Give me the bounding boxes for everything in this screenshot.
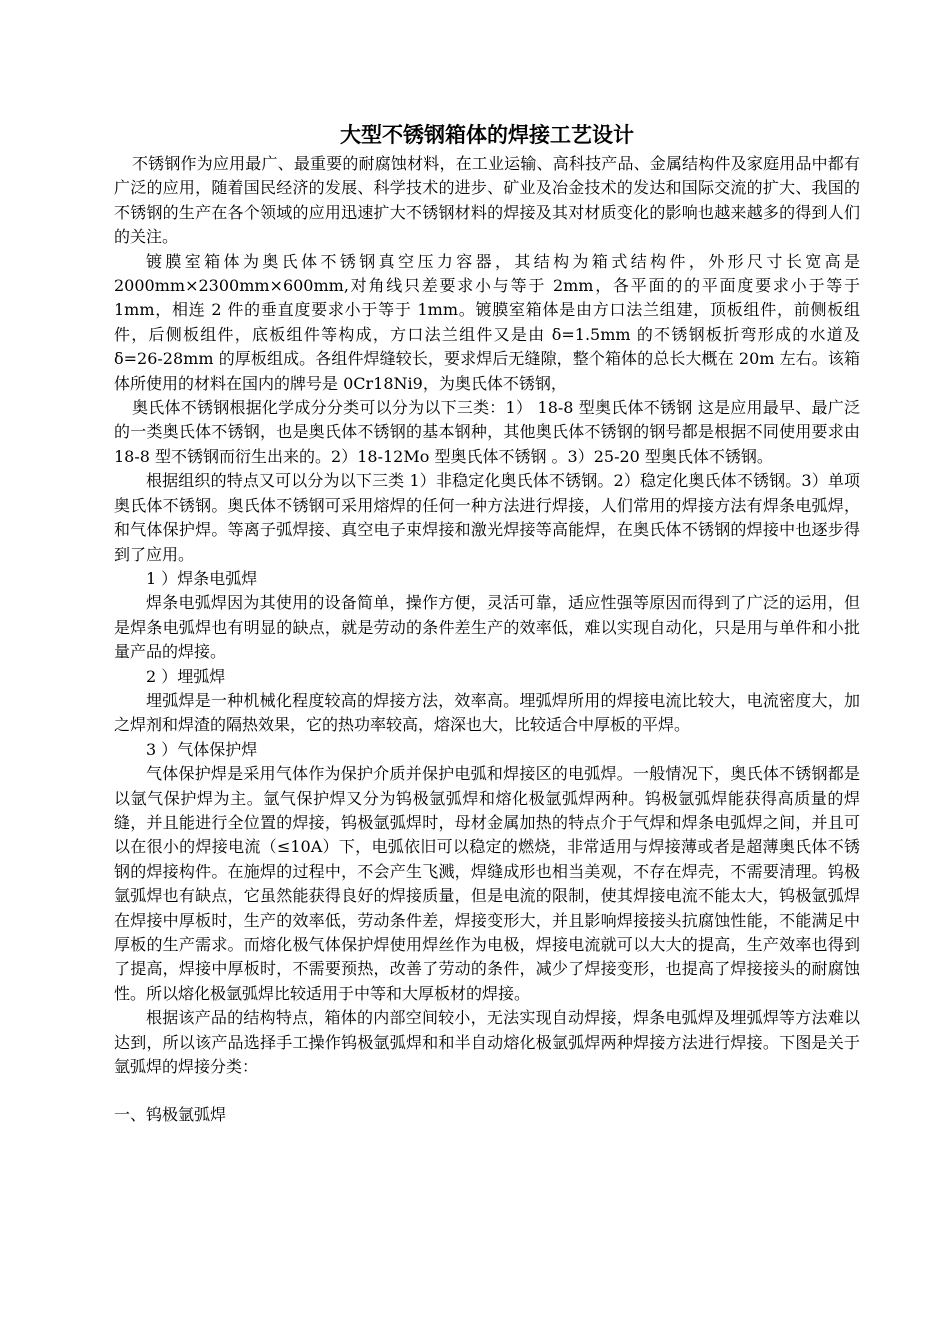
heading-tig-welding: 一、钨极氩弧焊 (114, 1105, 227, 1125)
document-page (114, 120, 860, 1128)
heading-manual-arc-welding: 1 ）焊条电弧焊 (146, 568, 258, 588)
paragraph-structure-classification: 根据组织的特点又可以分为以下三类 1）非稳定化奥氏体不锈钢。2）稳定化奥氏体不锈钢。3）单项奥氏体不锈钢。奥氏体不锈钢可采用熔焊的任何一种方法进行焊接，人们常用的焊接方法有焊条电弧焊，和气体保护焊。等离子弧焊接、真空电子束焊接和激光焊接等高能焊，在奥氏体不锈钢的焊接中也逐步得到了应用。 (114, 471, 860, 564)
document-title: 大型不锈钢箱体的焊接工艺设计 (340, 122, 634, 147)
paragraph-intro: 不锈钢作为应用最广、最重要的耐腐蚀材料，在工业运输、高科技产品、金属结构件及家庭用品中都有广泛的应用，随着国民经济的发展、科学技术的进步、矿业及冶金技术的发达和国际交流的扩大、我国的不锈钢的生产在各个领域的应用迅速扩大不锈钢材料的焊接及其对材质变化的影响也越来越多的得到人们的关注。 (114, 154, 860, 247)
paragraph-submerged-arc-welding: 埋弧焊是一种机械化程度较高的焊接方法，效率高。埋弧焊所用的焊接电流比较大，电流密度大，加之焊剂和焊渣的隔热效果，它的热功率较高，熔深也大，比较适合中厚板的平焊。 (114, 690, 860, 735)
paragraph-manual-arc-welding: 焊条电弧焊因为其使用的设备简单，操作方便，灵活可靠，适应性强等原因而得到了广泛的运用，但是焊条电弧焊也有明显的缺点，就是劳动的条件差生产的效率低，难以实现自动化，只是用与单件和小批量产品的焊接。 (114, 593, 860, 662)
paragraph-chamber-structure: 镀膜室箱体为奥氏体不锈钢真空压力容器，其结构为箱式结构件，外形尺寸长宽高是2000mm×2300mm×600mm,对角线只差要求小与等于 2mm，各平面的的平面度要求小于等于 1mm，相连 2 件的垂直度要求小于等于 1mm。镀膜室箱体是由方口法兰组建，顶板组件，前侧板组件，后侧板组件，底板组件等构成，方口法兰组件又是由 δ=1.5mm 的不锈钢板折弯形成的水道及 δ=26-28mm 的厚板组成。各组件焊缝较长，要求焊后无缝隙，整个箱体的总长大概在 20m 左右。该箱体所使用的材料在国内的牌号是 0Cr18Ni9，为奥氏体不锈钢， (114, 251, 860, 393)
heading-submerged-arc-welding: 2 ）埋弧焊 (146, 666, 226, 686)
paragraph-method-selection: 根据该产品的结构特点，箱体的内部空间较小，无法实现自动焊接，焊条电弧焊及埋弧焊等方法难以达到，所以该产品选择手工操作钨极氩弧焊和和半自动熔化极氩弧焊两种焊接方法进行焊接。下图是关于氩弧焊的焊接分类： (114, 1008, 860, 1077)
paragraph-gas-shielded-welding: 气体保护焊是采用气体作为保护介质并保护电弧和焊接区的电弧焊。一般情况下，奥氏体不锈钢都是以氩气保护焊为主。氩气保护焊又分为钨极氩弧焊和熔化极氩弧焊两种。钨极氩弧焊能获得高质量的焊缝，并且能进行全位置的焊接，钨极氩弧焊时，母材金属加热的特点介于气焊和焊条电弧焊之间，并且可以在很小的焊接电流（≤10A）下，电弧依旧可以稳定的燃烧，非常适用与焊接薄或者是超薄奥氏体不锈钢的焊接构件。在施焊的过程中，不会产生飞溅，焊缝成形也相当美观，不存在焊壳，不需要清理。钨极氩弧焊也有缺点，它虽然能获得良好的焊接质量，但是电流的限制，使其焊接电流不能太大，钨极氩弧焊在焊接中厚板时，生产的效率低，劳动条件差，焊接变形大，并且影响焊接接头抗腐蚀性能，不能满足中厚板的生产需求。而熔化极气体保护焊使用焊丝作为电极，焊接电流就可以大大的提高，生产效率也得到了提高，焊接中厚板时，不需要预热，改善了劳动的条件，减少了焊接变形，也提高了焊接接头的耐腐蚀性。所以熔化极氩弧焊比较适用于中等和大厚板材的焊接。 (114, 764, 860, 1003)
heading-gas-shielded-welding: 3 ）气体保护焊 (146, 739, 258, 759)
blank-line (114, 1079, 860, 1103)
paragraph-chemical-classification: 奥氏体不锈钢根据化学成分分类可以分为以下三类：1） 18-8 型奥氏体不锈钢 这是应用最早、最广泛的一类奥氏体不锈钢，也是奥氏体不锈钢的基本钢种，其他奥氏体不锈钢的钢号都是根据不同使用要求由 18-8 型不锈钢而衍生出来的。2）18-12Mo 型奥氏体不锈钢 。3）25-20 型奥氏体不锈钢。 (114, 398, 860, 466)
